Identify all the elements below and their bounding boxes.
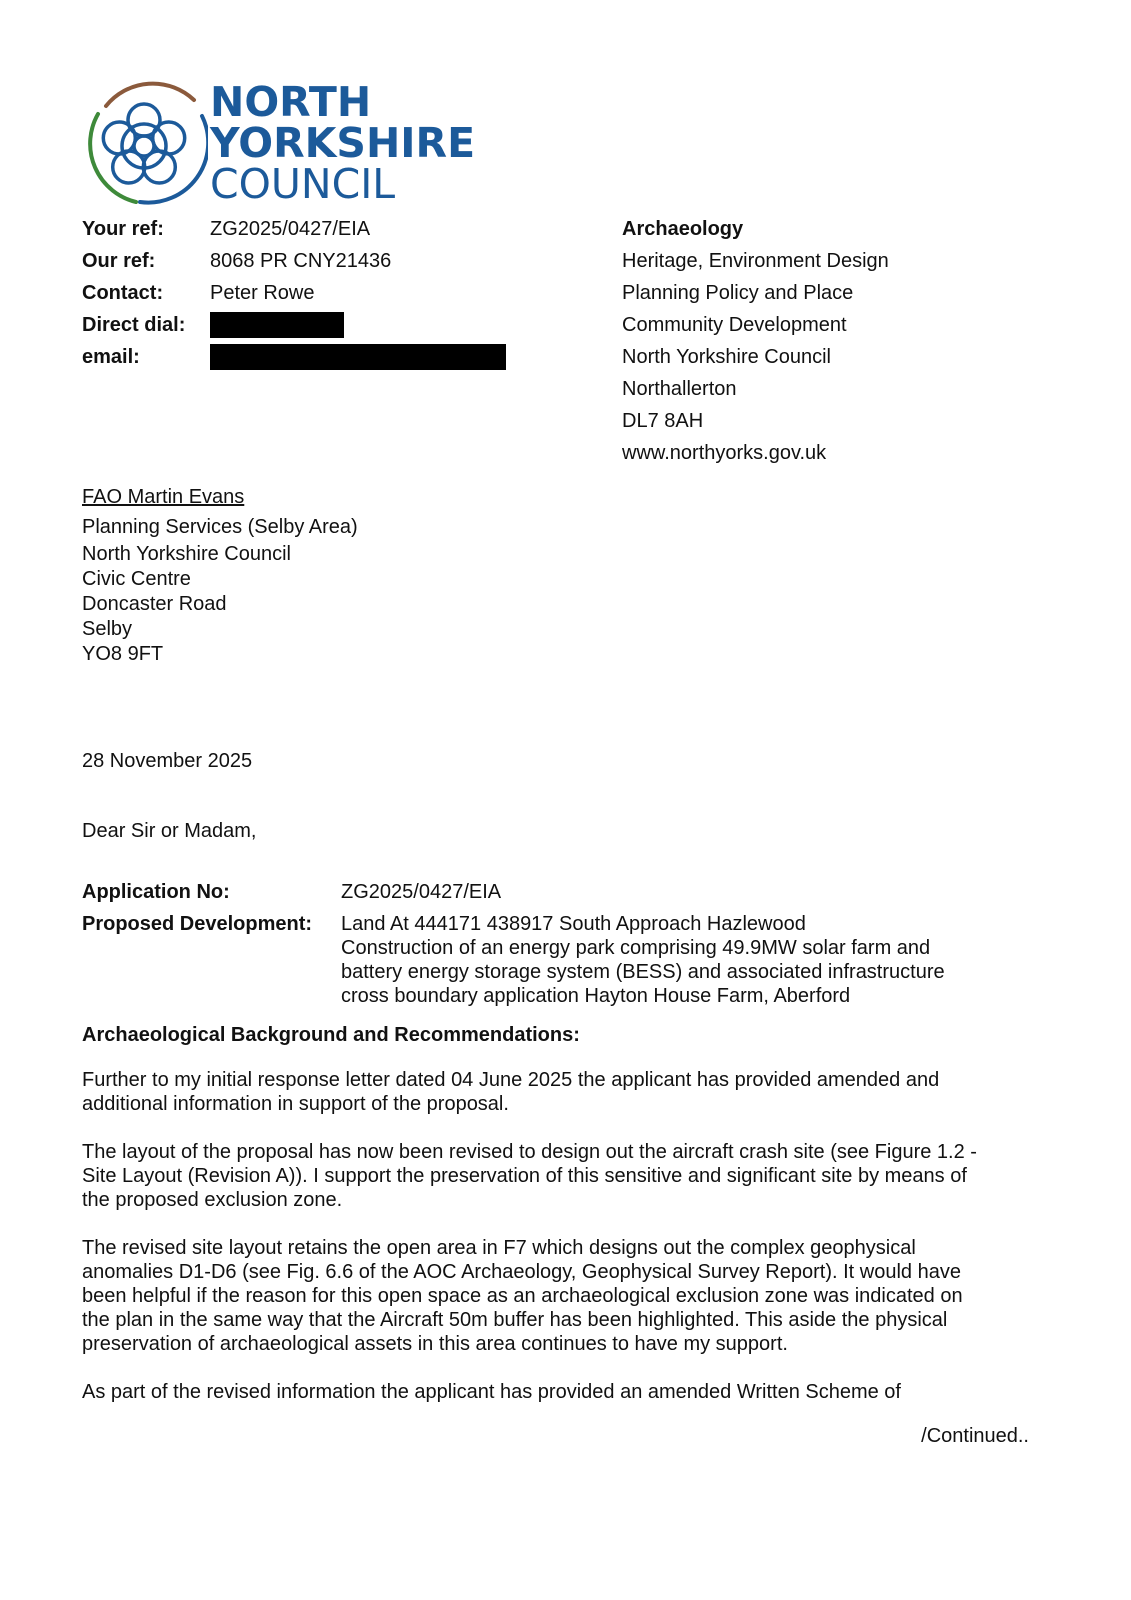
paragraph-line: anomalies D1-D6 (see Fig. 6.6 of the AOC Archaeology, Geophysical Survey Report). It would have [82,1261,961,1283]
application-number-row [82,880,945,904]
recipient-address [82,482,358,667]
council-logo [78,76,478,206]
proposed-development-label: Proposed Development: [82,913,313,935]
salutation: Dear Sir or Madam, [82,820,257,842]
recipient-line: Selby [82,618,133,640]
reference-block [82,213,506,373]
paragraph-line: As part of the revised information the applicant has provided an amended Written Scheme of [82,1381,901,1403]
development-line: cross boundary application Hayton House Farm, Aberford [341,985,851,1007]
contact-label: Contact: [82,281,164,304]
application-number-value: ZG2025/0427/EIA [341,881,502,903]
our-ref-row [82,245,506,277]
section-heading: Archaeological Background and Recommendations: [82,1024,580,1046]
proposed-development-row [82,912,945,1008]
your-ref-value: ZG2025/0427/EIA [210,217,371,240]
paragraph-2 [82,1140,1042,1212]
website-link[interactable]: www.northyorks.gov.uk [622,442,827,464]
your-ref-label: Your ref: [82,217,164,240]
redacted-phone [210,312,344,338]
address-line: DL7 8AH [622,410,704,432]
paragraph-line: been helpful if the reason for this open space as an archaeological exclusion zone was indicated on [82,1285,963,1307]
rose-emblem-icon [78,76,208,206]
redacted-email [210,344,506,370]
address-line: Planning Policy and Place [622,282,854,304]
contact-row [82,277,506,309]
paragraph-line: Site Layout (Revision A)). I support the preservation of this sensitive and significant site by means of [82,1165,967,1187]
logo-line-north: NORTH [210,78,372,126]
paragraph-line: The layout of the proposal has now been revised to design out the aircraft crash site (see Figure 1.2 - [82,1141,977,1163]
recipient-line: YO8 9FT [82,643,164,665]
address-line: North Yorkshire Council [622,346,831,368]
paragraph-line: the plan in the same way that the Aircraft 50m buffer has been highlighted. This aside the physical [82,1309,948,1331]
our-ref-value: 8068 PR CNY21436 [210,249,392,272]
address-line: Community Development [622,314,847,336]
development-line: Construction of an energy park comprising 49.9MW solar farm and [341,937,931,959]
sender-address [622,213,889,469]
address-line: Heritage, Environment Design [622,250,889,272]
address-line: Northallerton [622,378,737,400]
paragraph-line: The revised site layout retains the open area in F7 which designs out the complex geophysical [82,1237,916,1259]
letter-date: 28 November 2025 [82,750,253,772]
paragraph-line: additional information in support of the proposal. [82,1093,509,1115]
paragraph-line: Further to my initial response letter dated 04 June 2025 the applicant has provided amended and [82,1069,940,1091]
development-line: Land At 444171 438917 South Approach Hazlewood [341,913,806,935]
logo-line-council: COUNCIL [210,160,396,208]
paragraph-4 [82,1380,1042,1404]
email-row [82,341,506,373]
paragraph-line: the proposed exclusion zone. [82,1189,343,1211]
recipient-line: Planning Services (Selby Area) [82,516,358,538]
logo-line-yorkshire: YORKSHIRE [210,119,476,167]
your-ref-row [82,213,506,245]
application-details [82,880,945,1008]
paragraph-1 [82,1068,1042,1116]
development-line: battery energy storage system (BESS) and associated infrastructure [341,961,945,983]
paragraph-3 [82,1236,1042,1356]
proposed-development-text [341,912,945,1008]
recipient-line: North Yorkshire Council [82,543,291,565]
logo-wordmark [210,78,476,208]
recipient-line: Civic Centre [82,568,191,590]
application-number-label: Application No: [82,881,230,903]
recipient-line: Doncaster Road [82,593,227,615]
paragraph-line: preservation of archaeological assets in this area continues to have my support. [82,1333,788,1355]
direct-dial-label: Direct dial: [82,313,186,336]
direct-dial-row [82,309,506,341]
contact-value: Peter Rowe [210,281,315,304]
department-name: Archaeology [622,218,744,240]
email-label: email: [82,345,140,368]
our-ref-label: Our ref: [82,249,156,272]
continued-marker: /Continued.. [921,1425,1029,1447]
fao-line: FAO Martin Evans [82,486,245,508]
